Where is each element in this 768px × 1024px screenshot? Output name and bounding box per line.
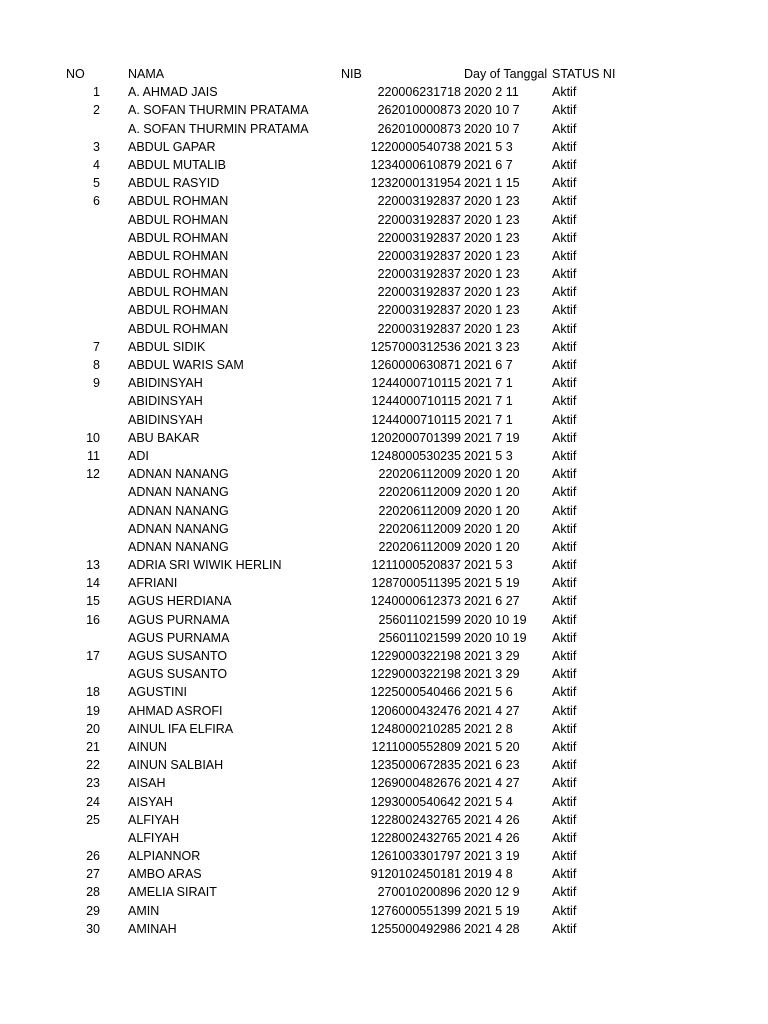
cell-nama: ABDUL ROHMAN: [128, 267, 229, 282]
cell-nama: ALFIYAH: [128, 812, 180, 827]
cell-date: 2020 1 23: [464, 212, 520, 227]
cell-no: 20: [86, 721, 100, 736]
cell-no: 1: [93, 85, 100, 100]
table-row: [0, 793, 768, 811]
cell-nama: AGUS SUSANTO: [128, 649, 228, 663]
cell-nama: ADNAN NANANG: [128, 485, 229, 500]
cell-status: Aktif: [552, 285, 577, 300]
cell-status: Aktif: [552, 212, 577, 227]
table-row: [0, 865, 768, 883]
cell-nama: ABIDINSYAH: [128, 412, 203, 427]
cell-status: Aktif: [552, 576, 577, 591]
cell-date: 2020 1 23: [464, 230, 520, 245]
cell-nib: 1261003301797: [370, 849, 461, 864]
cell-nib: 1228002432765: [370, 830, 461, 845]
cell-date: 2020 1 23: [464, 321, 520, 336]
cell-no: 23: [86, 776, 100, 791]
cell-nib: 1244000710115: [371, 412, 461, 427]
cell-status: Aktif: [552, 157, 577, 172]
table-row: [0, 829, 768, 847]
cell-no: 13: [86, 558, 100, 573]
cell-date: 2021 4 26: [464, 830, 520, 845]
cell-status: Aktif: [552, 194, 577, 209]
table-row: [0, 556, 768, 574]
cell-nib: 1232000131954: [370, 176, 461, 191]
cell-date: 2020 10 7: [464, 121, 520, 136]
cell-status: Aktif: [552, 849, 577, 864]
cell-nama: AGUSTINI: [128, 685, 188, 700]
cell-no: 6: [93, 194, 100, 209]
header-nib: NIB: [341, 67, 362, 81]
cell-no: 11: [87, 448, 100, 463]
cell-no: 18: [86, 685, 100, 700]
cell-nib: 1206000432476: [370, 703, 461, 718]
table-row: [0, 774, 768, 792]
table-row: [0, 265, 768, 283]
table-row: [0, 374, 768, 392]
cell-no: 29: [86, 903, 100, 918]
cell-status: Aktif: [552, 867, 577, 882]
header-date: Day of Tanggal: [464, 67, 548, 81]
cell-status: Aktif: [552, 503, 577, 518]
cell-nib: 1269000482676: [370, 776, 461, 791]
cell-nama: ALFIYAH: [128, 830, 180, 845]
cell-nib: 1225000540466: [370, 685, 461, 700]
cell-status: Aktif: [552, 594, 577, 609]
table-row: [0, 320, 768, 338]
cell-date: 2021 1 15: [464, 176, 520, 191]
cell-nib: 1240000612373: [370, 594, 461, 609]
table-row: [0, 429, 768, 447]
cell-status: Aktif: [552, 139, 577, 154]
cell-nama: AISAH: [128, 776, 166, 791]
header-status: STATUS NI: [552, 67, 616, 81]
cell-date: 2021 7 1: [464, 376, 513, 391]
cell-date: 2021 4 26: [464, 812, 520, 827]
table-row: [0, 756, 768, 774]
cell-nib: 1287000511395: [371, 576, 461, 591]
cell-status: Aktif: [552, 794, 577, 809]
cell-status: Aktif: [552, 758, 577, 773]
table-row: [0, 338, 768, 356]
cell-nama: AINUN SALBIAH: [128, 758, 224, 773]
cell-nama: ABDUL RASYID: [128, 176, 220, 191]
cell-nama: ABIDINSYAH: [128, 394, 203, 409]
cell-status: Aktif: [552, 85, 577, 100]
cell-nib: 220206112009: [378, 539, 461, 554]
cell-date: 2021 7 1: [464, 394, 513, 409]
cell-date: 2021 6 7: [464, 358, 513, 372]
cell-nib: 1229000322198: [370, 649, 461, 663]
cell-status: Aktif: [552, 885, 577, 900]
data-sheet: [0, 65, 768, 938]
cell-status: Aktif: [552, 612, 577, 627]
cell-status: Aktif: [552, 248, 577, 263]
table-row: [0, 120, 768, 138]
cell-status: Aktif: [552, 812, 577, 827]
cell-nama: ABDUL ROHMAN: [128, 230, 229, 245]
cell-no: 24: [86, 794, 100, 809]
cell-nama: ABDUL ROHMAN: [128, 285, 229, 300]
cell-date: 2021 5 3: [464, 448, 513, 463]
table-row: [0, 283, 768, 301]
cell-no: 28: [86, 885, 100, 900]
cell-no: 10: [86, 430, 100, 445]
cell-nama: ADNAN NANANG: [128, 467, 229, 482]
cell-no: 30: [86, 921, 100, 936]
cell-date: 2019 4 8: [464, 867, 513, 882]
cell-nama: AGUS HERDIANA: [128, 594, 232, 609]
cell-status: Aktif: [552, 230, 577, 245]
table-row: [0, 174, 768, 192]
cell-date: 2020 1 20: [464, 467, 520, 482]
cell-nama: AMINAH: [128, 921, 177, 936]
cell-status: Aktif: [552, 485, 577, 500]
cell-nib: 1248000210285: [370, 721, 461, 736]
cell-no: 26: [86, 849, 100, 864]
cell-date: 2021 4 27: [464, 703, 520, 718]
cell-date: 2020 10 19: [464, 630, 527, 645]
cell-date: 2021 2 8: [464, 721, 513, 736]
cell-nib: 256011021599: [378, 630, 461, 645]
cell-nib: 1234000610879: [370, 157, 461, 172]
table-row: [0, 392, 768, 410]
table-row: [0, 229, 768, 247]
cell-status: Aktif: [552, 539, 577, 554]
cell-date: 2021 6 23: [464, 758, 520, 773]
table-row: [0, 592, 768, 610]
cell-status: Aktif: [552, 267, 577, 282]
cell-date: 2020 10 7: [464, 103, 520, 118]
cell-nib: 1276000551399: [370, 903, 461, 918]
cell-date: 2020 1 23: [464, 267, 520, 282]
cell-nama: ADRIA SRI WIWIK HERLIN: [128, 558, 282, 573]
cell-nama: ABU BAKAR: [128, 430, 200, 445]
table-row: [0, 101, 768, 119]
cell-status: Aktif: [552, 776, 577, 791]
cell-date: 2020 2 11: [464, 85, 519, 100]
cell-date: 2021 7 19: [464, 430, 520, 445]
cell-nib: 1235000672835: [370, 758, 461, 773]
table-row: [0, 847, 768, 865]
cell-nib: 220003192837: [377, 285, 461, 300]
cell-date: 2021 3 29: [464, 667, 520, 682]
cell-date: 2021 5 19: [464, 903, 520, 918]
table-row: [0, 683, 768, 701]
cell-status: Aktif: [552, 103, 577, 118]
table-row: [0, 447, 768, 465]
cell-nib: 220003192837: [377, 248, 461, 263]
table-row: [0, 720, 768, 738]
cell-status: Aktif: [552, 176, 577, 191]
cell-nama: ABDUL ROHMAN: [128, 248, 229, 263]
cell-nib: 1257000312536: [370, 339, 461, 354]
cell-nama: ABDUL ROHMAN: [128, 212, 229, 227]
table-row: [0, 247, 768, 265]
table-row: [0, 465, 768, 483]
cell-status: Aktif: [552, 412, 577, 427]
cell-nib: 220003192837: [377, 321, 461, 336]
cell-nama: AGUS PURNAMA: [128, 612, 230, 627]
cell-no: 5: [93, 176, 100, 191]
cell-date: 2020 1 20: [464, 539, 520, 554]
table-row: [0, 156, 768, 174]
table-row: [0, 811, 768, 829]
cell-nib: 220003192837: [377, 212, 461, 227]
cell-no: 14: [86, 576, 100, 591]
cell-date: 2021 5 4: [464, 794, 513, 809]
cell-status: Aktif: [552, 721, 577, 736]
cell-nama: AISYAH: [128, 794, 173, 809]
cell-status: Aktif: [552, 921, 577, 936]
cell-date: 2021 3 29: [464, 649, 520, 663]
cell-status: Aktif: [552, 376, 577, 391]
cell-nama: ABDUL SIDIK: [128, 339, 206, 354]
cell-nib: 220003192837: [377, 303, 461, 318]
cell-nama: AGUS PURNAMA: [128, 630, 230, 645]
cell-nama: AHMAD ASROFI: [128, 703, 223, 718]
cell-date: 2020 12 9: [464, 885, 520, 900]
table-row: [0, 647, 768, 665]
cell-status: Aktif: [552, 558, 577, 573]
header-row: [0, 65, 768, 83]
cell-nama: ABDUL ROHMAN: [128, 194, 229, 209]
cell-nib: 220206112009: [378, 485, 461, 500]
cell-no: 3: [93, 139, 100, 154]
cell-date: 2021 6 27: [464, 594, 520, 609]
cell-nib: 220003192837: [377, 267, 461, 282]
cell-status: Aktif: [552, 649, 577, 663]
cell-date: 2020 1 20: [464, 521, 520, 536]
cell-status: Aktif: [552, 630, 577, 645]
cell-date: 2021 5 6: [464, 685, 513, 700]
cell-nib: 1220000540738: [370, 139, 461, 154]
cell-status: Aktif: [552, 685, 577, 700]
cell-nama: ABDUL ROHMAN: [128, 303, 229, 318]
cell-nama: AINUL IFA ELFIRA: [128, 721, 234, 736]
cell-status: Aktif: [552, 430, 577, 445]
cell-nama: AINUN: [128, 739, 167, 754]
cell-status: Aktif: [552, 667, 577, 682]
table-row: [0, 702, 768, 720]
cell-date: 2021 6 7: [464, 157, 513, 172]
cell-date: 2021 7 1: [464, 412, 513, 427]
table-row: [0, 883, 768, 901]
cell-nib: 1211000552809: [371, 739, 461, 754]
table-row: [0, 920, 768, 938]
cell-date: 2020 1 23: [464, 248, 520, 263]
cell-status: Aktif: [552, 358, 577, 372]
cell-nib: 220206112009: [378, 503, 461, 518]
cell-nama: A. AHMAD JAIS: [128, 85, 218, 100]
cell-nib: 220206112009: [378, 521, 461, 536]
cell-nama: A. SOFAN THURMIN PRATAMA: [128, 103, 309, 118]
cell-nama: ABDUL WARIS SAM: [128, 358, 244, 372]
cell-status: Aktif: [552, 339, 577, 354]
cell-status: Aktif: [552, 121, 577, 136]
cell-no: 25: [86, 812, 100, 827]
cell-status: Aktif: [552, 903, 577, 918]
cell-nib: 1260000630871: [370, 358, 461, 372]
cell-nib: 1229000322198: [370, 667, 461, 682]
header-no: NO: [66, 67, 85, 81]
cell-nib: 256011021599: [378, 612, 461, 627]
cell-nib: 220003192837: [377, 230, 461, 245]
cell-nib: 262010000873: [377, 103, 461, 118]
cell-date: 2020 10 19: [464, 612, 527, 627]
cell-status: Aktif: [552, 321, 577, 336]
table-row: [0, 902, 768, 920]
cell-nib: 1202000701399: [370, 430, 461, 445]
cell-no: 16: [86, 612, 100, 627]
table-row: [0, 611, 768, 629]
cell-no: 19: [86, 703, 100, 718]
table-row: [0, 738, 768, 756]
cell-nib: 220006231718: [377, 85, 461, 100]
cell-date: 2021 4 28: [464, 921, 520, 936]
cell-date: 2021 5 3: [464, 558, 513, 573]
cell-date: 2020 1 23: [464, 303, 520, 318]
cell-nama: AMIN: [128, 903, 160, 918]
table-row: [0, 138, 768, 156]
cell-nib: 1293000540642: [370, 794, 461, 809]
cell-date: 2021 5 19: [464, 576, 520, 591]
cell-nama: ADNAN NANANG: [128, 521, 229, 536]
cell-nama: A. SOFAN THURMIN PRATAMA: [128, 121, 309, 136]
cell-status: Aktif: [552, 394, 577, 409]
table-row: [0, 574, 768, 592]
cell-nib: 262010000873: [377, 121, 461, 136]
cell-date: 2021 5 3: [464, 139, 513, 154]
table-body: [0, 83, 768, 938]
cell-status: Aktif: [552, 703, 577, 718]
header-nama: NAMA: [128, 67, 165, 81]
table-row: [0, 301, 768, 319]
cell-nama: AMELIA SIRAIT: [128, 885, 217, 900]
table-row: [0, 665, 768, 683]
cell-date: 2021 4 27: [464, 776, 520, 791]
cell-nib: 1244000710115: [371, 394, 461, 409]
cell-status: Aktif: [552, 448, 577, 463]
cell-nama: AMBO ARAS: [128, 867, 202, 882]
cell-no: 27: [86, 867, 100, 882]
cell-date: 2020 1 20: [464, 503, 520, 518]
cell-nama: ADNAN NANANG: [128, 503, 229, 518]
cell-date: 2021 3 23: [464, 339, 520, 354]
cell-nib: 1255000492986: [370, 921, 461, 936]
cell-no: 8: [93, 358, 100, 372]
table-row: [0, 483, 768, 501]
cell-date: 2020 1 23: [464, 194, 520, 209]
cell-no: 12: [86, 467, 100, 482]
cell-nib: 9120102450181: [370, 867, 461, 882]
table-row: [0, 629, 768, 647]
cell-no: 17: [86, 649, 100, 663]
cell-status: Aktif: [552, 303, 577, 318]
table-row: [0, 211, 768, 229]
cell-nama: ADI: [128, 448, 149, 463]
table-row: [0, 520, 768, 538]
cell-date: 2021 3 19: [464, 849, 520, 864]
cell-no: 9: [93, 376, 100, 391]
cell-nama: ABDUL ROHMAN: [128, 321, 229, 336]
cell-status: Aktif: [552, 830, 577, 845]
table-row: [0, 192, 768, 210]
cell-status: Aktif: [552, 739, 577, 754]
cell-nib: 1211000520837: [371, 558, 461, 573]
cell-date: 2020 1 23: [464, 285, 520, 300]
cell-date: 2021 5 20: [464, 739, 520, 754]
cell-nib: 1244000710115: [371, 376, 461, 391]
cell-nama: ABIDINSYAH: [128, 376, 203, 391]
cell-nib: 220003192837: [377, 194, 461, 209]
cell-no: 21: [86, 739, 100, 754]
cell-no: 4: [93, 157, 100, 172]
cell-no: 2: [93, 103, 100, 118]
cell-nama: ADNAN NANANG: [128, 539, 229, 554]
cell-nama: ALPIANNOR: [128, 849, 201, 864]
cell-nama: ABDUL MUTALIB: [128, 157, 226, 172]
cell-nib: 220206112009: [378, 467, 461, 482]
cell-status: Aktif: [552, 467, 577, 482]
cell-nama: AGUS SUSANTO: [128, 667, 228, 682]
cell-no: 7: [93, 339, 100, 354]
table-row: [0, 356, 768, 374]
cell-no: 15: [86, 594, 100, 609]
cell-nama: AFRIANI: [128, 576, 178, 591]
table-row: [0, 538, 768, 556]
cell-nib: 1248000530235: [370, 448, 461, 463]
cell-no: 22: [86, 758, 100, 773]
table-row: [0, 502, 768, 520]
table-row: [0, 411, 768, 429]
table-row: [0, 83, 768, 101]
cell-status: Aktif: [552, 521, 577, 536]
cell-nib: 270010200896: [377, 885, 461, 900]
cell-date: 2020 1 20: [464, 485, 520, 500]
cell-nib: 1228002432765: [370, 812, 461, 827]
cell-nama: ABDUL GAPAR: [128, 139, 216, 154]
